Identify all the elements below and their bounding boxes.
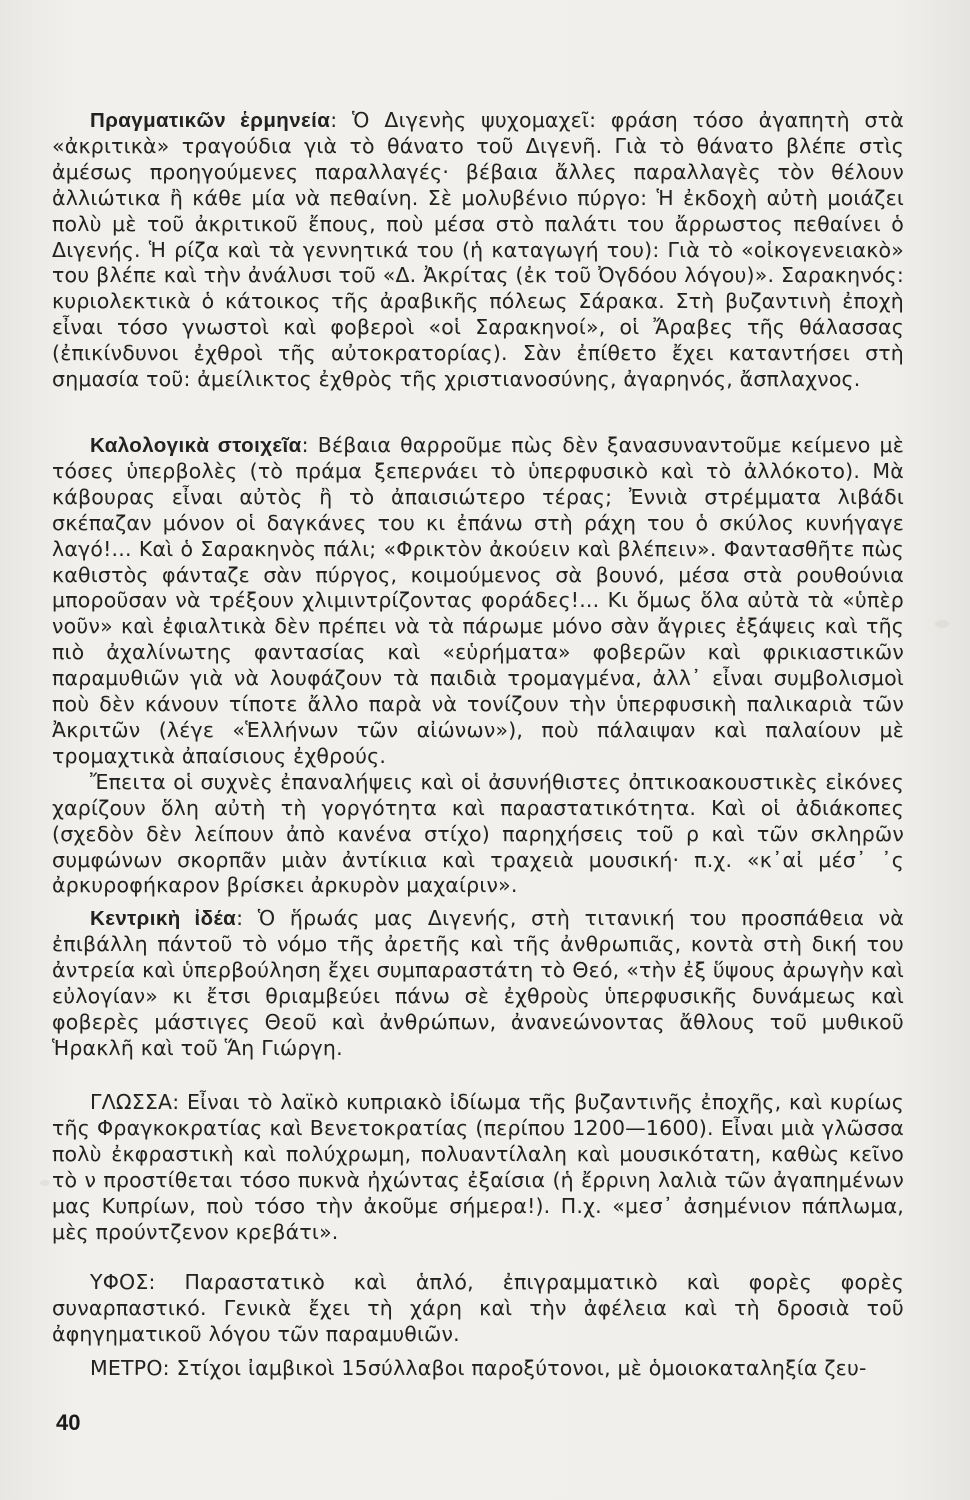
section-heading: Καλολογικὰ στοιχεῖα xyxy=(90,434,302,457)
section-heading: Πραγματικῶν ἑρμηνεία xyxy=(90,109,331,132)
section-glossa xyxy=(52,1090,904,1245)
section-kentriki xyxy=(52,906,904,1061)
section-body: : Στίχοι ἰαμβικοὶ 15σύλλαβοι παροξύτονοι, μὲ ὁμοιοκαταληξία ζευ- xyxy=(162,1356,867,1380)
section-body: : Παραστατικὸ καὶ ἁπλό, ἐπιγραμματικὸ καὶ φορὲς φορὲς συναρπαστικό. Γενικὰ ἔχει τὴ χάρη καὶ τὴν ἀφέλεια καὶ τὴ δροσιὰ τοῦ ἀφηγηματικοῦ λόγου τῶν παραμυθιῶν. xyxy=(52,1270,904,1346)
section-body: : Βέβαια θαρροῦμε πὼς δὲν ξανασυναντοῦμε κείμενο μὲ τόσες ὑπερβολὲς (τὸ πράμα ξεπερνάει τὸ ὑπερφυσικὸ καὶ τὸ ἀλλόκοτο). Μὰ κάβουρας εἶναι αὐτὸς ἢ τὸ ἀπαισιώτερο τέρας; Ἐννιὰ στρέμματα λιβάδι σκέπαζαν μόνον οἱ δαγκάνες του κι ἐπάνω στὴ ράχη του ὁ σκύλος κυνήγαγε λαγό!... Καὶ ὁ Σαρακηνὸς πάλι; «Φρικτὸν ἀκούειν καὶ βλέπειν». Φαντασθῆτε πὼς καθιστὸς φάνταζε σὰν πύργος, κοιμούμενος σὰ βουνό, μέσα στὰ ρουθούνια μποροῦσαν νὰ τρέξουν χλιμιντρίζοντας φοράδες!... Κι ὅμως ὅλα αὐτὰ τὰ «ὑπὲρ νοῦν» καὶ ἐφιαλτικὰ δὲν πρέπει νὰ τὰ πάρωμε μόνο σὰν ἄγριες ἐξάψεις καὶ τῆς πιὸ ἀχαλίνωτης φαντασίας καὶ «εὑρήματα» φοβερῶν καὶ φρικιαστικῶν παραμυθιῶν γιὰ νὰ λουφάζουν τὰ παιδιὰ τρομαγμένα, ἀλλ᾽ εἶναι συμβολισμοὶ ποὺ δὲν κάνουν τίποτε ἄλλο παρὰ νὰ τονίζουν τὴν ὑπερφυσικὴ παλικαριὰ τῶν Ἀκριτῶν (λέγε «Ἑλλήνων τῶν αἰώνων»), ποὺ πάλαιψαν καὶ παλαίουν μὲ τρομαχτικὰ ἀπαίσιους ἐχθρούς. xyxy=(52,433,904,768)
section-heading: Κεντρικὴ ἰδέα xyxy=(90,907,237,930)
section-body: : Ὁ ἥρωάς μας Διγενής, στὴ τιτανική του προσπάθεια νὰ ἐπιβάλλη πάντοῦ τὸ νόμο τῆς ἀρετῆς καὶ τῆς ἀνθρωπιᾶς, κοντὰ στὴ δική του ἀντρεία καὶ ὑπερβούληση ἔχει συμπαραστάτη τὸ Θεό, «τὴν ἐξ ὕψους ἀρωγὴν καὶ εὐλογίαν» κι ἔτσι θριαμβεύει πάνω σὲ ἐχθροὺς ὑπερφυσικῆς δυνάμεως καὶ φοβερὲς μάστιγες Θεοῦ καὶ ἀνθρώπων, ἀνανεώνοντας ἄθλους τοῦ μυθικοῦ Ἡρακλῆ καὶ τοῦ Ἅη Γιώργη. xyxy=(52,906,904,1060)
section-heading: ΜΕΤΡΟ xyxy=(90,1356,163,1380)
paragraph xyxy=(52,108,904,393)
paragraph xyxy=(52,433,904,770)
paragraph xyxy=(52,1090,904,1245)
section-body-continued: Ἔπειτα οἱ συχνὲς ἐπαναλήψεις καὶ οἱ ἀσυνήθιστες ὀπτικοακουστικὲς εἰκόνες χαρίζουν ὅλη αὐτὴ τὴ γοργότητα καὶ παραστατικότητα. Καὶ οἱ ἀδιάκοπες (σχεδὸν δὲν λείπουν ἀπὸ κανένα στίχο) παρηχήσεις τοῦ ρ καὶ τῶν σκληρῶν συμφώνων σκορπᾶν μιὰν ἀντίκιια καὶ τραχειὰ μουσική· π.χ. «κ᾽αἰ μέσ᾽ ᾽ς ἀρκυροφήκαρον βρίσκει ἀρκυρὸν μαχαίριν». xyxy=(52,769,904,898)
paper-smudge xyxy=(935,620,949,628)
section-heading: ΥΦΟΣ xyxy=(90,1270,149,1294)
section-heading: ΓΛΩΣΣΑ xyxy=(90,1090,173,1114)
section-pragmatikon xyxy=(52,108,904,393)
section-body: : Ὁ Διγενὴς ψυχομαχεῖ: φράση τόσο ἀγαπητὴ στὰ «ἀκριτικὰ» τραγούδια γιὰ τὸ θάνατο τοῦ Διγενῆ. Γιὰ τὸ θάνατο βλέπε στὶς ἀμέσως προηγούμενες παραλλαγές· βέβαια ἄλλες παραλλαγὲς τὸν θέλουν ἀλλιώτικα ἢ κάθε μία νὰ πεθαίνη. Σὲ μολυβένιο πύργο: Ἡ ἐκδοχὴ αὐτὴ μοιάζει πολὺ μὲ τοῦ ἀκριτικοῦ ἔπους, ποὺ μέσα στὸ παλάτι του ἄρρωστος πεθαίνει ὁ Διγενής. Ἡ ρίζα καὶ τὰ γεννητικά του (ἡ καταγωγή του): Γιὰ τὸ «οἰκογενειακὸ» του βλέπε καὶ τὴν ἀνάλυσι τοῦ «Δ. Ἀκρίτας (ἐκ τοῦ Ὀγδόου λόγου)». Σαρακηνός: κυριολεκτικὰ ὁ κάτοικος τῆς ἀραβικῆς πόλεως Σάρακα. Στὴ βυζαντινὴ ἐποχὴ εἶναι τόσο γνωστοὶ καὶ φοβεροὶ «οἱ Σαρακηνοί», οἱ Ἄραβες τῆς θάλασσας (ἐπικίνδυνοι ἐχθροὶ τῆς αὐτοκρατορίας). Σὰν ἐπίθετο ἔχει καταντήσει στὴ σημασία τοῦ: ἀμείλικτος ἐχθρὸς τῆς χριστιανοσύνης, ἀγαρηνός, ἄσπλαχνος. xyxy=(52,108,904,392)
section-body: : Εἶναι τὸ λαϊκὸ κυπριακὸ ἰδίωμα τῆς βυζαντινῆς ἐποχῆς, καὶ κυρίως τῆς Φραγκοκρατίας καὶ Βενετοκρατίας (περίπου 1200—1600). Εἶναι μιὰ γλῶσσα πολὺ ἐκφραστικὴ καὶ πολύχρωμη, πολυαντίλαλη καὶ μουσικότατη, καθὼς κεῖνο τὸ ν προστίθεται τόσο πυκνὰ ἠχώντας ἐξαίσια (ἡ ἔρρινη λαλιὰ τῶν ἀγαπημένων μας Κυπρίων, ποὺ τόσο τὴν ἀκοῦμε σήμερα!). Π.χ. «μεσ᾽ ἀσημένιον πάπλωμα, μὲς προύντζενον κρεβάτι». xyxy=(52,1090,904,1244)
section-metro xyxy=(52,1356,904,1382)
paragraph xyxy=(52,1356,904,1382)
paragraph xyxy=(52,1270,904,1348)
page-number: 40 xyxy=(56,1410,81,1435)
paragraph xyxy=(52,906,904,1061)
section-yfos xyxy=(52,1270,904,1348)
paper-smudge xyxy=(40,1180,50,1186)
section-kalologika xyxy=(52,433,904,899)
paragraph xyxy=(52,770,904,900)
